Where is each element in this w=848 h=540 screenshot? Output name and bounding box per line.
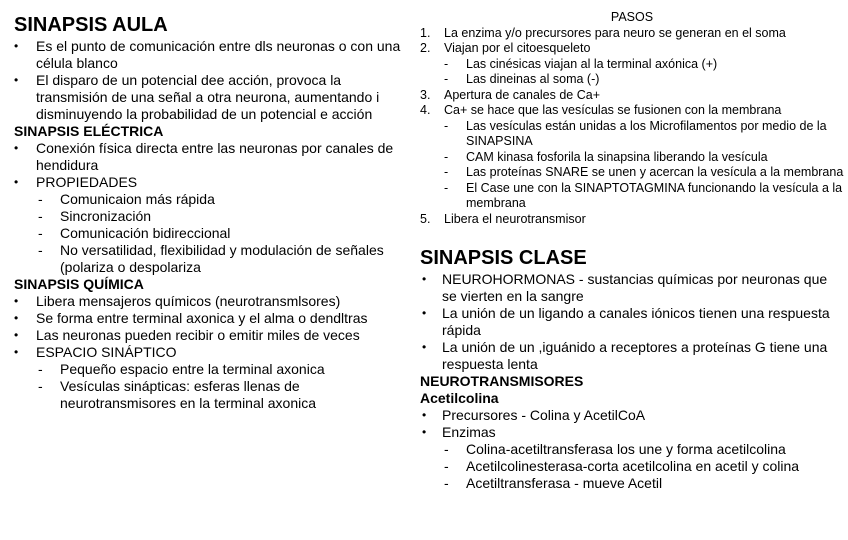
intro-list [14,38,406,123]
list-item: • Las neuronas pueden recibir o emitir miles de veces [14,327,406,344]
title-sinapsis-aula: SINAPSIS AULA [14,14,168,36]
sub-item: - Comunicación bidireccional [14,225,406,242]
sub-item: - Vesículas sinápticas: esferas llenas de neurotransmisores en la terminal axonica [14,378,406,412]
sub-item: - CAM kinasa fosforila la sinapsina liberando la vesícula [420,150,844,166]
sub-item: - Las dineinas al soma (-) [420,72,844,88]
electrica-list [14,140,406,276]
title-sinapsis-clase: SINAPSIS CLASE [420,247,587,269]
step-number: 5. [420,211,431,226]
step-number: 4. [420,103,431,117]
sub-item: - Colina-acetiltransferasa los une y forma acetilcolina [420,441,844,458]
heading-sinapsis-quimica: SINAPSIS QUÍMICA [14,276,144,292]
sub-item: - No versatilidad, flexibilidad y modulación de señales (polariza o despolariza [14,242,406,276]
step-number: 2. [420,41,431,55]
step-item [420,41,844,57]
step-text: La enzima y/o precursores para neuro se generan en el soma [444,25,786,40]
list-item: • Se forma entre terminal axonica y el alma o dendltras [14,310,406,327]
sub-item: - Pequeño espacio entre la terminal axonica [14,361,406,378]
step-number: 3. [420,87,431,102]
list-item: • El disparo de un potencial dee acción, provoca la transmisión de una señal a otra neurona, aumentando i disminuyendo la probabilidad de un potencial e acción [14,72,406,123]
list-item: • La unión de un ligando a canales iónicos tienen una respuesta rápida [420,305,844,339]
heading-pasos: PASOS [610,10,654,24]
heading-neurotransmisores: NEUROTRANSMISORES [420,373,584,389]
list-item: • NEUROHORMONAS - sustancias químicas por neuronas que se vierten en la sangre [420,271,844,305]
list-item: • Libera mensajeros químicos (neurotransmlsores) [14,293,406,310]
step-text: Apertura de canales de Ca+ [444,87,601,102]
step-text: Ca+ se hace que las vesículas se fusionen con la membrana [444,103,782,117]
right-column [420,10,844,492]
sub-item: - Comunicaion más rápida [14,191,406,208]
sub-item: - El Case une con la SINAPTOTAGMINA funcionando la vesícula a la membrana [420,181,844,212]
heading-acetilcolina: Acetilcolina [420,390,499,406]
clase-list [420,271,844,373]
sub-item: - Acetiltransferasa - mueve Acetil [420,475,844,492]
acetilcolina-list [420,407,844,492]
list-item: • La unión de un ,iguánido a receptores a proteínas G tiene una respuesta lenta [420,339,844,373]
step-item [420,26,844,42]
sub-item: - Las cinésicas viajan al la terminal axónica (+) [420,57,844,73]
sub-item: - Acetilcolinesterasa-corta acetilcolina en acetil y colina [420,458,844,475]
step-item [420,88,844,104]
list-item: • Es el punto de comunicación entre dls neuronas o con una célula blanco [14,38,406,72]
sub-item: - Las proteínas SNARE se unen y acercan la vesícula a la membrana [420,165,844,181]
left-column [14,12,406,412]
quimica-list [14,293,406,412]
list-item: • Precursores - Colina y AcetilCoA [420,407,844,424]
sub-item: - Las vesículas están unidas a los Microfilamentos por medio de la SINAPSINA [420,119,844,150]
list-item: • Conexión física directa entre las neuronas por canales de hendidura [14,140,406,174]
heading-sinapsis-electrica: SINAPSIS ELÉCTRICA [14,123,164,139]
list-item: • Enzimas [420,424,844,441]
list-item: • PROPIEDADES [14,174,406,191]
list-item: • ESPACIO SINÁPTICO [14,344,406,361]
step-number: 1. [420,25,431,40]
pasos-list [420,26,844,228]
sub-item: - Sincronización [14,208,406,225]
step-item [420,212,844,228]
step-item [420,103,844,119]
step-text: Viajan por el citoesqueleto [444,41,591,55]
step-text: Libera el neurotransmisor [444,211,586,226]
